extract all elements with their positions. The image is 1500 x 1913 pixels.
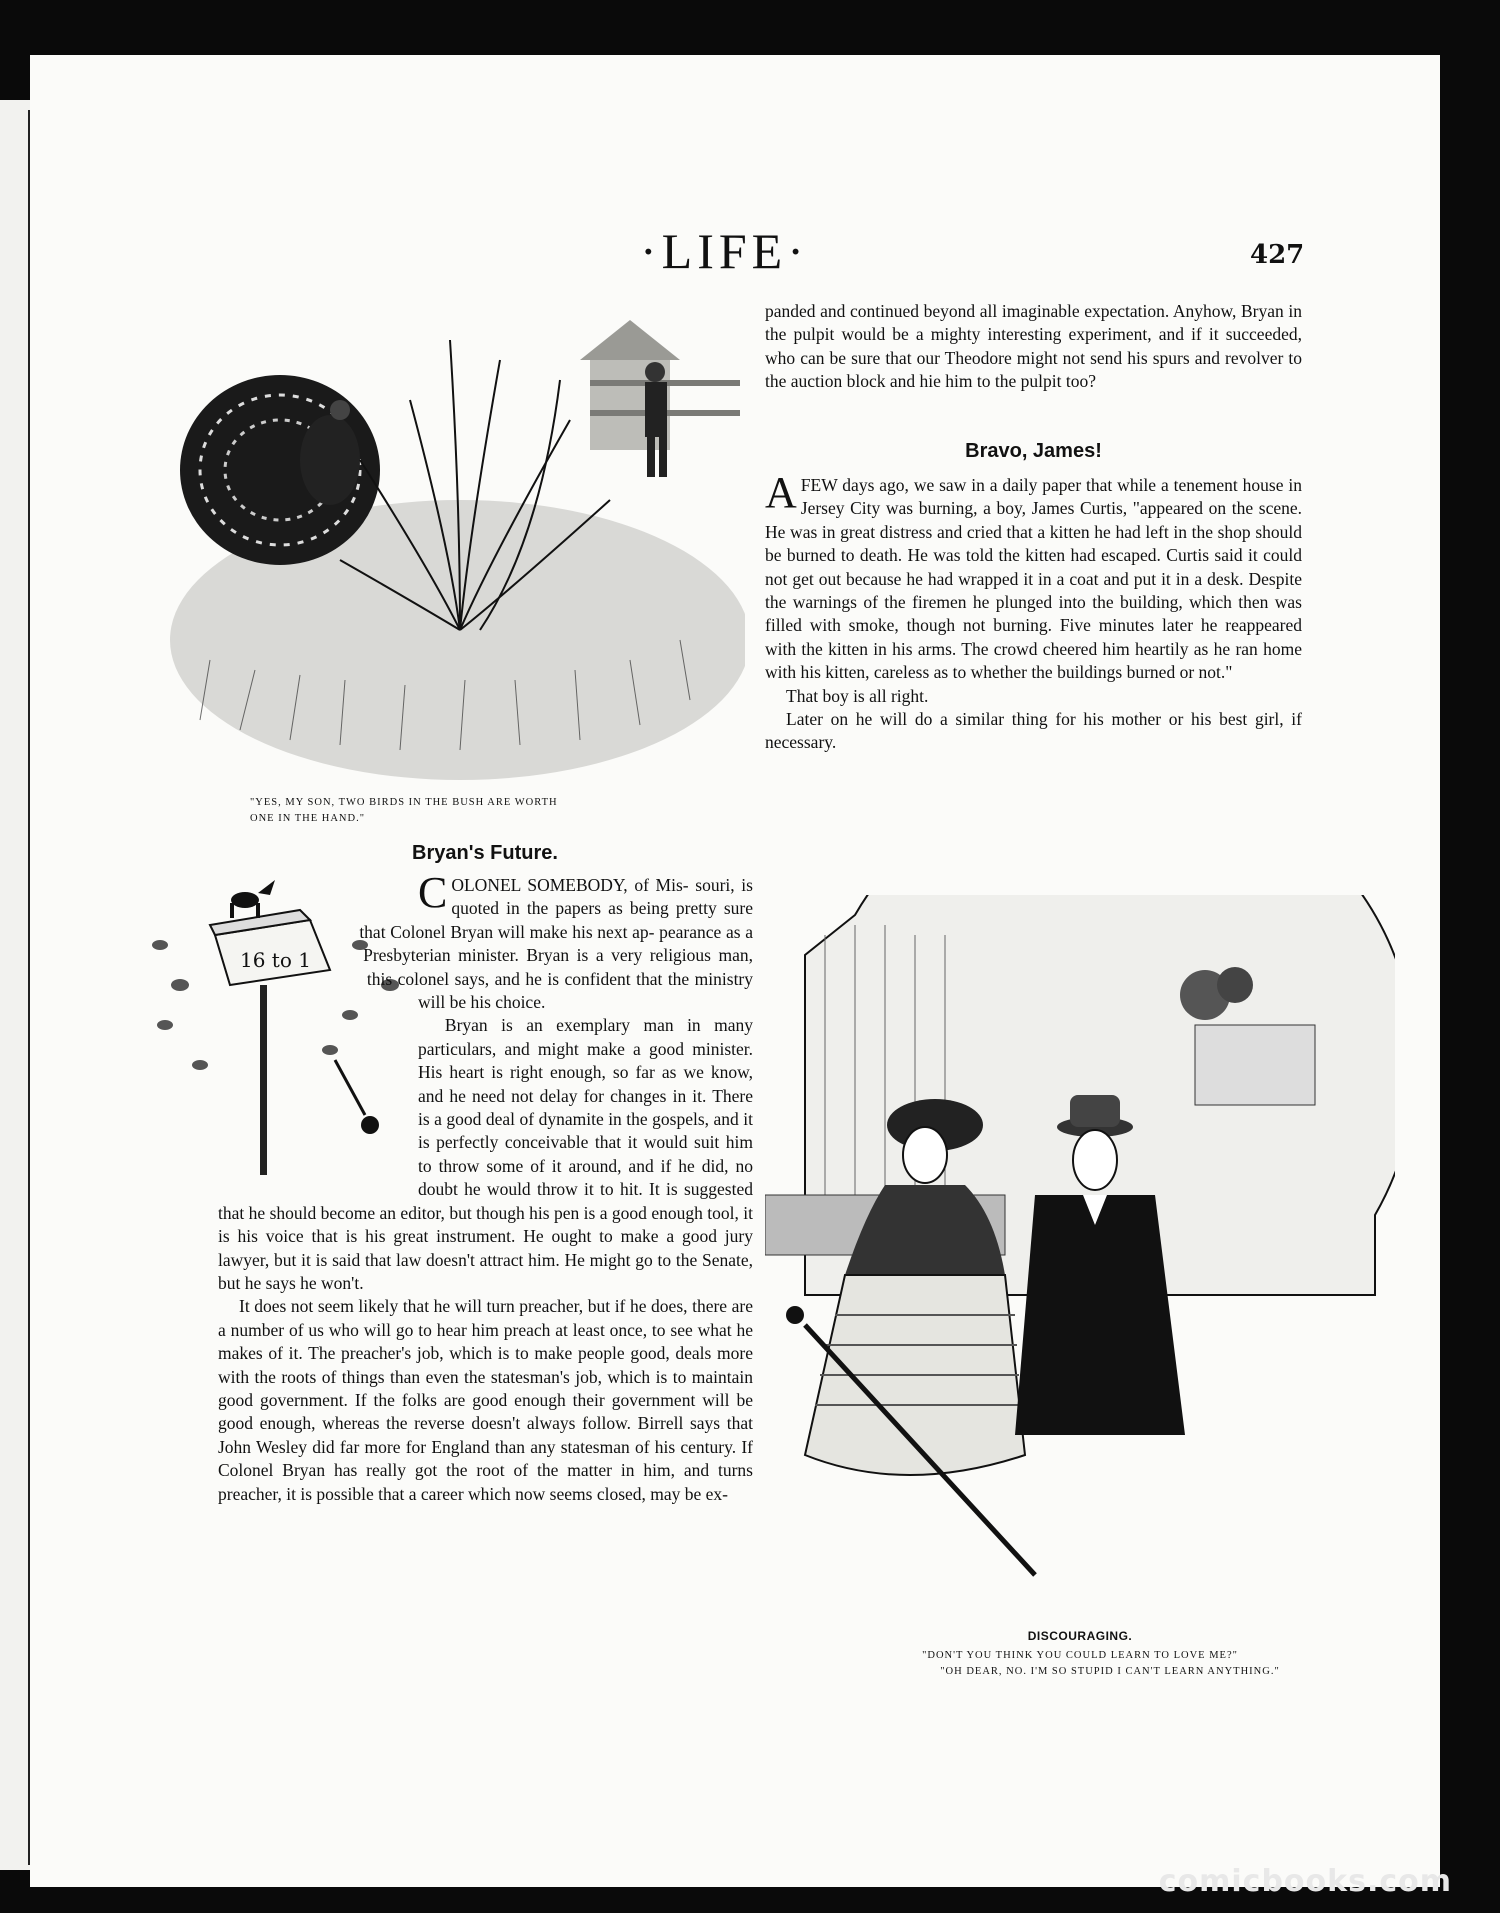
bryan-line: OLONEL SOMEBODY, of Mis-	[451, 875, 689, 895]
bryan-line: says, and he is confident	[454, 968, 631, 989]
cartoon-caption	[800, 1628, 1360, 1680]
bryan-line: pearance as a Presbyterian	[363, 921, 753, 966]
site-watermark: comicbooks.com	[1158, 1864, 1452, 1899]
turkey-figure	[180, 375, 380, 565]
sign-label: 16 to 1	[240, 948, 311, 972]
facing-page-edge	[0, 100, 30, 1870]
bravo-first-line: FEW days ago, we saw in a daily paper that while a	[800, 475, 1169, 495]
bryan-line: being pretty sure that Colonel	[359, 898, 754, 942]
cartoon-line2: "OH DEAR, NO. I'M SO STUPID I CAN'T LEARN ANYTHING."	[940, 1666, 1280, 1677]
bryan-line: in many particulars, and might	[418, 1015, 753, 1059]
turkey-caption	[250, 795, 700, 827]
bryan-continuation: panded and continued beyond all imaginable expectation. Anyhow, Bryan in the pulpit would be a mighty interesting experiment, and if it succeeded, who can be sure that our Theodore might not send his spurs and revolver to the auction block and hie him to the pulpit too?	[765, 301, 1302, 392]
bryan-article	[218, 868, 754, 1506]
bravo-paragraph-2: That boy is all right.	[786, 685, 929, 706]
bryan-line: Bryan will make his next ap-	[450, 921, 655, 942]
bryan-line: souri, is quoted in the papers as	[451, 875, 753, 919]
bryan-line: minister. Bryan is a very	[458, 945, 643, 966]
turkey-illustration	[160, 300, 745, 780]
turkey-caption-line2: ONE IN THE HAND."	[250, 813, 365, 824]
bravo-body: tenement house in Jersey City was burning, a boy, James Curtis, "appeared on the scene. He was in great distress and cried that a kitten he had left in the shop should be burned to death. He was told the kitten had escaped. Curtis said it could not get out because he had wrapped it in a coat and put it in a desk. Despite the warnings of the firemen he plunged into the building, which then was filled with smoke, though not burning. Five minutes later he reappeared with the kitten in his arms. The crowd cheered him heartily as he ran home with his kitten, careless as to whether the buildings burned or not."	[765, 475, 1303, 683]
bravo-article	[765, 468, 1303, 755]
bryan-line: religious man, this colonel	[366, 945, 753, 989]
right-column-text	[765, 300, 1302, 394]
bryan-line: make a good minister. His	[418, 1038, 753, 1083]
bryan-paragraph-1: heart is right enough, so far as we know, and he need not delay for changes in it. There is a good deal of dynamite in the gospels, and it is perfectly conceivable that it would suit him to throw some of it around, and if he did, no doubt he would throw it to hit. It is suggested that he should become an editor, but though his pen is a good enough tool, it is his voice that is his great instrument. He ought to make a good jury lawyer, but it is said that law doesn't attract him. He might go to the Senate, but he says he won't.	[218, 1062, 753, 1293]
cartoon-line1: "DON'T YOU THINK YOU COULD LEARN TO LOVE ME?"	[922, 1650, 1238, 1661]
illustration-wrap-space	[218, 874, 418, 1184]
masthead-title: ·LIFE·	[640, 223, 809, 279]
bryan-heading: Bryan's Future.	[412, 842, 558, 864]
bryan-dropcap: C	[418, 868, 448, 917]
turkey-caption-line1: "YES, MY SON, TWO BIRDS IN THE BUSH ARE WORTH	[250, 797, 558, 808]
bravo-paragraph-3: Later on he will do a similar thing for his mother or his best girl, if necessary.	[765, 709, 1302, 753]
bravo-dropcap: A	[765, 468, 797, 517]
bryan-line: his choice.	[470, 992, 546, 1013]
bryan-line: Bryan is an exemplary man	[444, 1015, 674, 1036]
couple-cartoon	[765, 895, 1395, 1615]
cartoon-title: DISCOURAGING.	[1027, 1629, 1133, 1643]
bravo-heading: Bravo, James!	[965, 440, 1102, 462]
bryan-paragraph-2: It does not seem likely that he will turn preacher, but if he does, there are a number of us who will go to hear him preach at least once, to see what he makes of it. The preacher's job, which is to make people good, deals more with the roots of things than even the statesman's job, which is to maintain good government. If the folks are good enough their government will be good enough, whereas the reverse doesn't always follow. Birrell says that John Wesley did far more for England than any statesman of his century. If Colonel Bryan has really got the root of the matter in him, and turns preacher, it is possible that a career which now seems closed, may be ex-	[218, 1296, 753, 1504]
bryan-line: that the ministry will be	[418, 968, 754, 1013]
page-number: 427	[1250, 240, 1305, 270]
